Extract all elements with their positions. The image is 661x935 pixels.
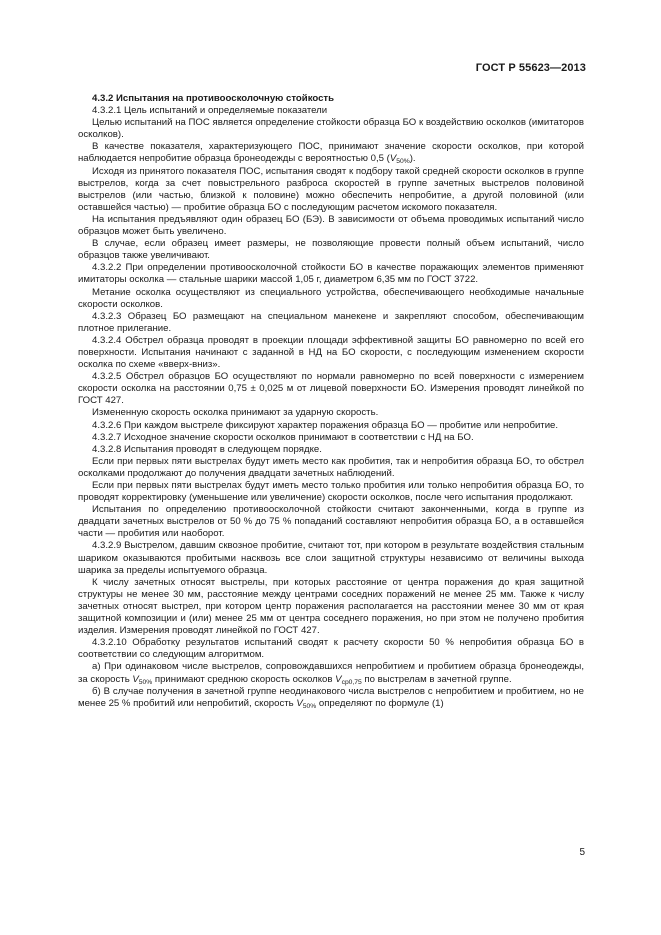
- paragraph: В случае, если образец имеет размеры, не позволяющие провести полный объем испытаний, число образцов также увеличивают.: [78, 238, 584, 262]
- paragraph: 4.3.2.3 Образец БО размещают на специальном манекене и закрепляют способом, обеспечивающим плотное прилегание.: [78, 310, 584, 334]
- paragraph: б) В случае получения в зачетной группе неодинакового числа выстрелов с непробитием и пробитием, но не менее 25 % пробитий или непробитий, скорость $V_{50\%}$ определяют по формуле (1): [78, 685, 584, 710]
- standard-designation: ГОСТ Р 55623—2013: [475, 62, 586, 74]
- paragraph: 4.3.2.2 При определении противоосколочной стойкости БО в качестве поражающих элементов применяют имитаторы осколка — стальные шарики массой 1,05 г, диаметром 6,35 мм по ГОСТ 3722.: [78, 262, 584, 286]
- paragraph: 4.3.2.4 Обстрел образца проводят в проекции площади эффективной защиты БО равномерно по всей его поверхности. Испытания начинают с заданной в НД на БО скорости, с последующим изменением скорости осколка по схеме «вверх-вниз».: [78, 334, 584, 371]
- paragraph: Если при первых пяти выстрелах будут иметь место только пробития или только непробития образца БО, то проводят корректировку (уменьшение или увеличение) скорости осколков, после чего испытания продолжают.: [78, 480, 584, 504]
- paragraph: Целью испытаний на ПОС является определение стойкости образца БО к воздействию осколков (имитаторов осколков).: [78, 117, 584, 141]
- paragraph: К числу зачетных относят выстрелы, при которых расстояние от центра поражения до края защитной структуры не менее 30 мм, расстояние между центрами соседних поражений не менее 25 мм. Также к числу зачетных относят выстрел, при котором центр поражения располагается на расстоянии менее 30 мм от края защитной композиции и (или) менее 25 мм от центра соседнего поражения, но при этом не получено пробития изделия. Измерения проводят линейкой по ГОСТ 427.: [78, 576, 584, 637]
- paragraph: 4.3.2.6 При каждом выстреле фиксируют характер поражения образца БО — пробитие или непробитие.: [92, 419, 559, 431]
- paragraph: 4.3.2.7 Исходное значение скорости осколков принимают в соответствии с НД на БО.: [92, 431, 474, 443]
- paragraph: 4.3.2.8 Испытания проводят в следующем порядке.: [92, 443, 322, 455]
- paragraph: Исходя из принятого показателя ПОС, испытания сводят к подбору такой средней скорости осколков в группе выстрелов, когда за счет повыстрельного разброса скоростей в группе зачетных выстрелов половиной выстрелов (или частью, близкой к половине) можно обеспечить непробитие, а другой половиной (или оставшейся частью) — пробитие образца БО с последующим расчетом искомого показателя.: [78, 165, 584, 213]
- section-title: 4.3.2 Испытания на противоосколочную стойкость: [92, 93, 335, 104]
- paragraph: 4.3.2.9 Выстрелом, давшим сквозное пробитие, считают тот, при котором в результате воздействия стальным шариком оказываются пробитыми насквозь все слои защитной структуры независимо от величины выхода шарика за пределы испытуемого образца.: [78, 540, 584, 576]
- paragraph: Если при первых пяти выстрелах будут иметь место как пробития, так и непробития образца БО, то обстрел осколками продолжают до получения двадцати зачетных наблюдений.: [78, 455, 584, 479]
- paragraph: В качестве показателя, характеризующего ПОС, принимают значение скорости осколков, при которой наблюдается непробитие образца бронеодежды с вероятностью 0,5 $(V_{50\%})$.: [78, 141, 584, 166]
- paragraph: Метание осколка осуществляют из специального устройства, обеспечивающего необходимые начальные скорости осколков.: [78, 286, 584, 310]
- paragraph-list: [78, 105, 584, 710]
- section-body: [78, 93, 584, 710]
- paragraph: Измененную скорость осколка принимают за ударную скорость.: [92, 407, 379, 419]
- paragraph: 4.3.2.1 Цель испытаний и определяемые показатели: [92, 105, 328, 117]
- paragraph: На испытания предъявляют один образец БО (БЭ). В зависимости от объема проводимых испытаний число образцов может быть увеличено.: [78, 213, 584, 238]
- page-number: 5: [579, 847, 585, 858]
- paragraph: а) При одинаковом числе выстрелов, сопровождавшихся непробитием и пробитием образца бронеодежды, за скорость $V_{50\%}$ принимают среднюю скорость осколков $V_{ср0,75}$ по выстрелам в зачетной группе.: [78, 661, 584, 686]
- paragraph: Испытания по определению противоосколочной стойкости считают законченными, когда в группе из двадцати зачетных выстрелов от 50 % до 75 % попаданий составляют непробития образца БО, а в оставшейся части — пробития или наоборот.: [78, 504, 584, 540]
- paragraph: 4.3.2.5 Обстрел образцов БО осуществляют по нормали равномерно по всей поверхности с измерением скорости осколка на расстоянии 0,75 ± 0,025 м от лицевой поверхности БО. Измерения проводят линейкой по ГОСТ 427.: [78, 371, 584, 407]
- paragraph: 4.3.2.10 Обработку результатов испытаний сводят к расчету скорости 50 % непробития образца БО в соответствии со следующим алгоритмом.: [78, 637, 584, 661]
